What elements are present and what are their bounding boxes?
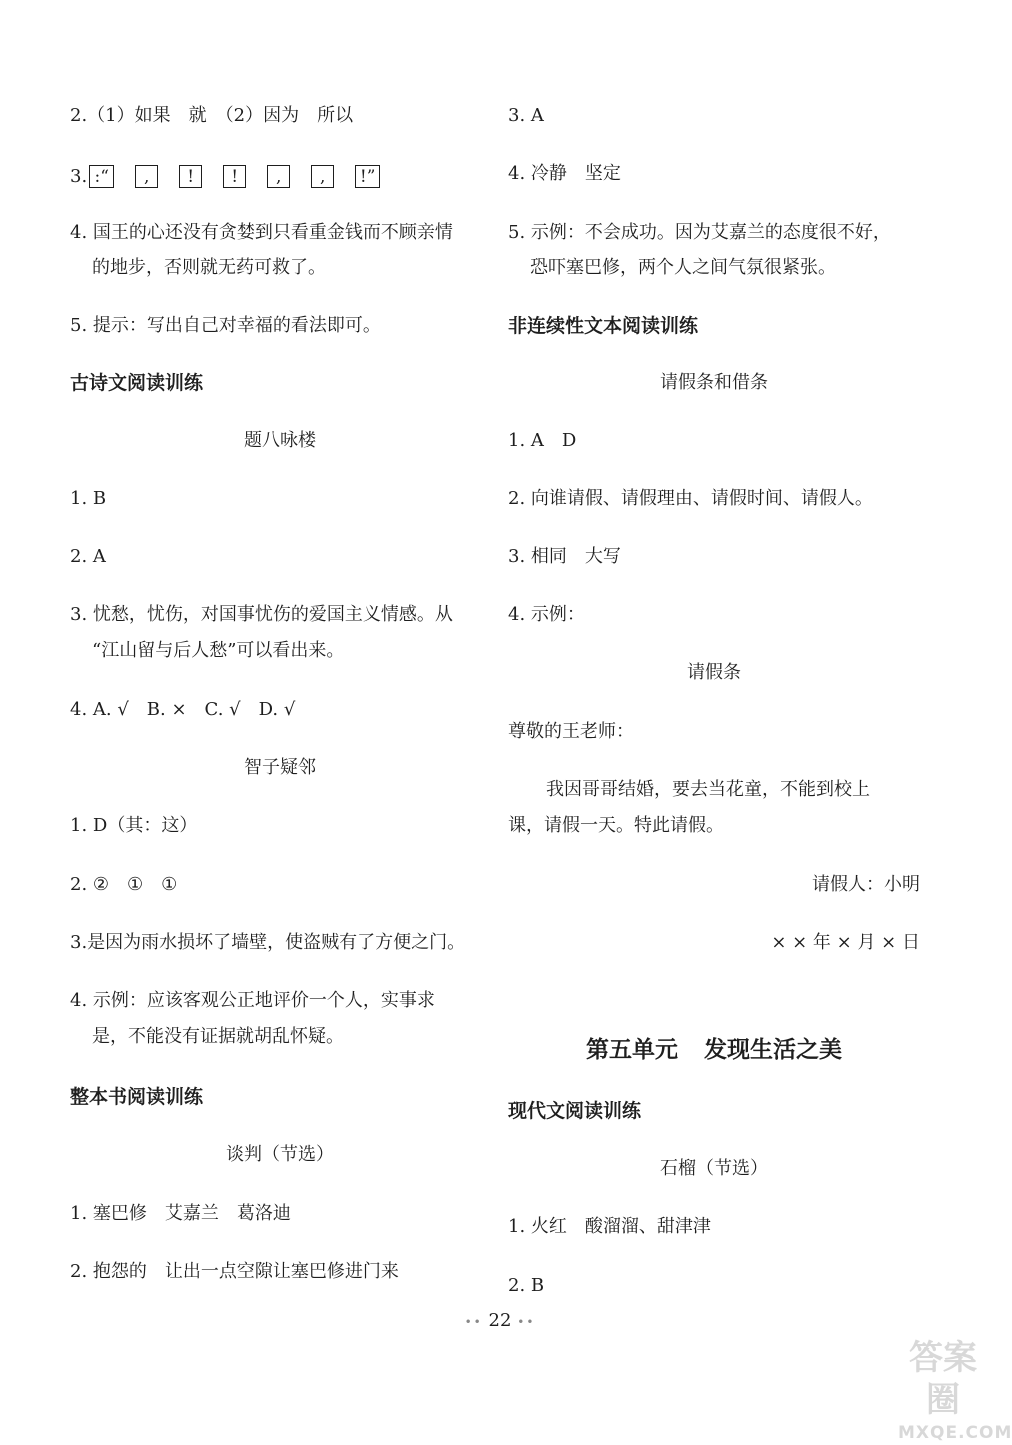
answer-line: 2.（1）如果 就 （2）因为 所以 <box>70 105 354 126</box>
punctuation-boxes <box>70 162 401 190</box>
answer-line: 3.是因为雨水损坏了墙壁，使盗贼有了方便之门。 <box>70 932 466 953</box>
unit-heading <box>508 1035 920 1065</box>
page-number: 22 <box>488 1310 512 1331</box>
answer-line: 4. 冷静 坚定 <box>508 163 621 184</box>
section-heading: 现代文阅读训练 <box>508 1100 642 1122</box>
text-title: 智子疑邻 <box>244 757 316 778</box>
text-title: 请假条和借条 <box>660 372 768 393</box>
answer-line: 3. A <box>508 105 544 126</box>
answer-line: 4. 国王的心还没有贪婪到只看重金钱而不顾亲情 <box>70 222 453 243</box>
note-body: 我因哥哥结婚，要去当花童，不能到校上 <box>546 779 870 800</box>
answer-line: 5. 示例：不会成功。因为艾嘉兰的态度很不好， <box>508 222 891 243</box>
section-heading: 非连续性文本阅读训练 <box>508 315 699 337</box>
answer-line: 1. B <box>70 488 107 509</box>
text-title: 题八咏楼 <box>244 430 316 451</box>
watermark <box>898 1337 1012 1443</box>
dots-decoration: •• <box>511 1315 536 1329</box>
note-date: × × 年 × 月 × 日 <box>771 932 920 953</box>
answer-line: 是，不能没有证据就胡乱怀疑。 <box>92 1026 344 1047</box>
answer-line: 3. 相同 大写 <box>508 546 621 567</box>
unit-title: 发现生活之美 <box>704 1037 842 1063</box>
watermark-url: MXQE.COM <box>898 1423 1012 1443</box>
punctuation-box: ! <box>223 165 246 188</box>
answer-line: 1. D（其：这） <box>70 815 198 836</box>
punctuation-box: ! <box>179 165 202 188</box>
unit-number: 第五单元 <box>586 1037 678 1063</box>
punctuation-box: , <box>135 165 158 188</box>
answer-line: “江山留与后人愁”可以看出来。 <box>92 640 345 661</box>
answer-line: 2. A <box>70 546 106 567</box>
answer-line: 3. 忧愁，忧伤，对国事忧伤的爱国主义情感。从 <box>70 604 453 625</box>
answer-line: 恐吓塞巴修，两个人之间气氛很紧张。 <box>530 257 836 278</box>
punctuation-box: !” <box>355 165 380 188</box>
note-greeting: 尊敬的王老师： <box>508 721 634 742</box>
answer-line: 2. 向谁请假、请假理由、请假时间、请假人。 <box>508 488 873 509</box>
section-heading: 整本书阅读训练 <box>70 1086 204 1108</box>
dots-decoration: •• <box>464 1315 489 1329</box>
answer-line: 2. 抱怨的 让出一点空隙让塞巴修进门来 <box>70 1261 399 1282</box>
punctuation-box: , <box>267 165 290 188</box>
punctuation-box: :“ <box>89 165 114 188</box>
answer-line: 4. A. √ B. × C. √ D. √ <box>70 699 296 720</box>
answer-line: 4. 示例：应该客观公正地评价一个人，实事求 <box>70 990 435 1011</box>
note-signature: 请假人：小明 <box>812 874 920 895</box>
page-footer <box>0 1308 1000 1335</box>
watermark-logo: 答案圈 <box>909 1338 977 1420</box>
answer-number: 3. <box>70 165 88 187</box>
answer-line: 4. 示例： <box>508 604 585 625</box>
note-title: 请假条 <box>687 662 741 683</box>
note-body: 课，请假一天。特此请假。 <box>508 815 724 836</box>
punctuation-box: , <box>311 165 334 188</box>
answer-line: 5. 提示：写出自己对幸福的看法即可。 <box>70 315 381 336</box>
answer-line: 1. 火红 酸溜溜、甜津津 <box>508 1216 711 1237</box>
text-title: 石榴（节选） <box>660 1158 768 1179</box>
answer-line: 2. ② ① ① <box>70 874 178 895</box>
answer-line: 的地步，否则就无药可救了。 <box>92 257 326 278</box>
answer-line: 1. A D <box>508 430 577 451</box>
answer-line: 1. 塞巴修 艾嘉兰 葛洛迪 <box>70 1203 291 1224</box>
section-heading: 古诗文阅读训练 <box>70 372 204 394</box>
text-title: 谈判（节选） <box>226 1144 334 1165</box>
answer-line: 2. B <box>508 1275 545 1296</box>
